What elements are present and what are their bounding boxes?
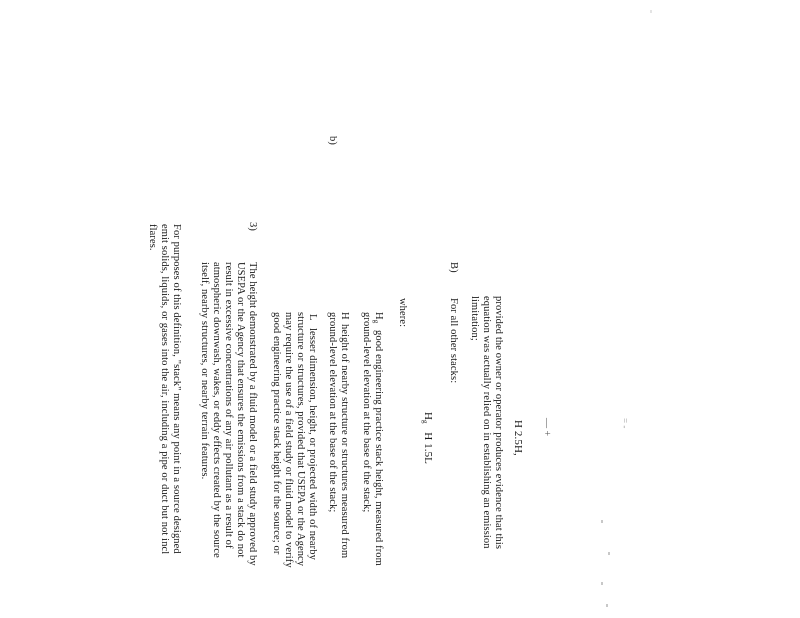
def-h-line-2: ground-level elevation at the base of the stack; — [327, 312, 338, 513]
scan-speck — [650, 10, 652, 13]
provided-line-2: equation was actually relied on in establishing an emission — [481, 296, 492, 549]
def-l-line-1: lesser dimension, height, or projected width of nearby — [307, 328, 318, 560]
def-hg-term-sub: g — [372, 319, 380, 324]
def-hg-term — [370, 312, 384, 323]
def-h-term: H — [339, 312, 350, 320]
def-l-line-2: structure or structures, provided that USEPA or the Agency — [295, 312, 306, 567]
equation-b — [419, 412, 434, 464]
scan-speck — [606, 604, 608, 607]
scan-speck — [601, 520, 603, 523]
item-3-label: 3) — [247, 222, 258, 231]
item-3-line-1: The height demonstrated by a fluid model or a field study approved by — [247, 262, 258, 566]
def-hg-line-1: good engineering practice stack height, measured from — [373, 330, 384, 566]
def-l-line-4: good engineering practice stack height for the source; or — [271, 312, 282, 555]
def-l-line-3: may require the use of a field study or fluid model to verify — [283, 312, 294, 568]
section-b-text: For all other stacks: — [448, 298, 459, 384]
stack-def-line-2: emit solids, liquids, or gases into the air, including a pipe or duct but not incl — [159, 224, 170, 555]
def-hg-term-letter: H — [373, 312, 384, 320]
item-b-marker: b) — [327, 136, 338, 145]
dash-mark: — + — [541, 418, 552, 437]
scan-speck — [601, 582, 603, 585]
item-3-line-5: itself, nearby structures, or nearby terrain features. — [199, 262, 210, 480]
def-h-line-1: height of nearby structure or structures measured from — [339, 324, 350, 559]
stack-def-line-3: flares. — [147, 224, 158, 251]
small-mark: = - — [620, 418, 630, 429]
equation-a: H 2.5H, — [512, 420, 524, 456]
scan-speck — [608, 552, 610, 555]
where-label: where: — [397, 298, 408, 328]
equation-b-rest: H 1.5L — [422, 432, 434, 464]
equation-b-hg-sub: g — [421, 420, 429, 424]
item-3-line-3: result in excessive concentrations of any air pollutant as a result of — [223, 262, 234, 549]
item-3-line-2: USEPA or the Agency that ensures the emissions from a stack do not — [235, 262, 246, 558]
provided-line-1: provided the owner or operator produces evidence that this — [493, 296, 504, 550]
item-3-line-4: atmospheric downwash, wakes, or eddy effects created by the source — [211, 262, 222, 558]
section-b-label: B) — [448, 262, 459, 273]
def-l-term: L — [307, 314, 318, 321]
stack-def-line-1: For purposes of this definition, "stack" means any point in a source designed — [171, 224, 182, 554]
provided-line-3: limitation; — [469, 296, 480, 341]
def-hg-line-2: ground-level elevation at the base of the stack; — [361, 312, 372, 513]
equation-b-hg: H — [422, 412, 434, 421]
